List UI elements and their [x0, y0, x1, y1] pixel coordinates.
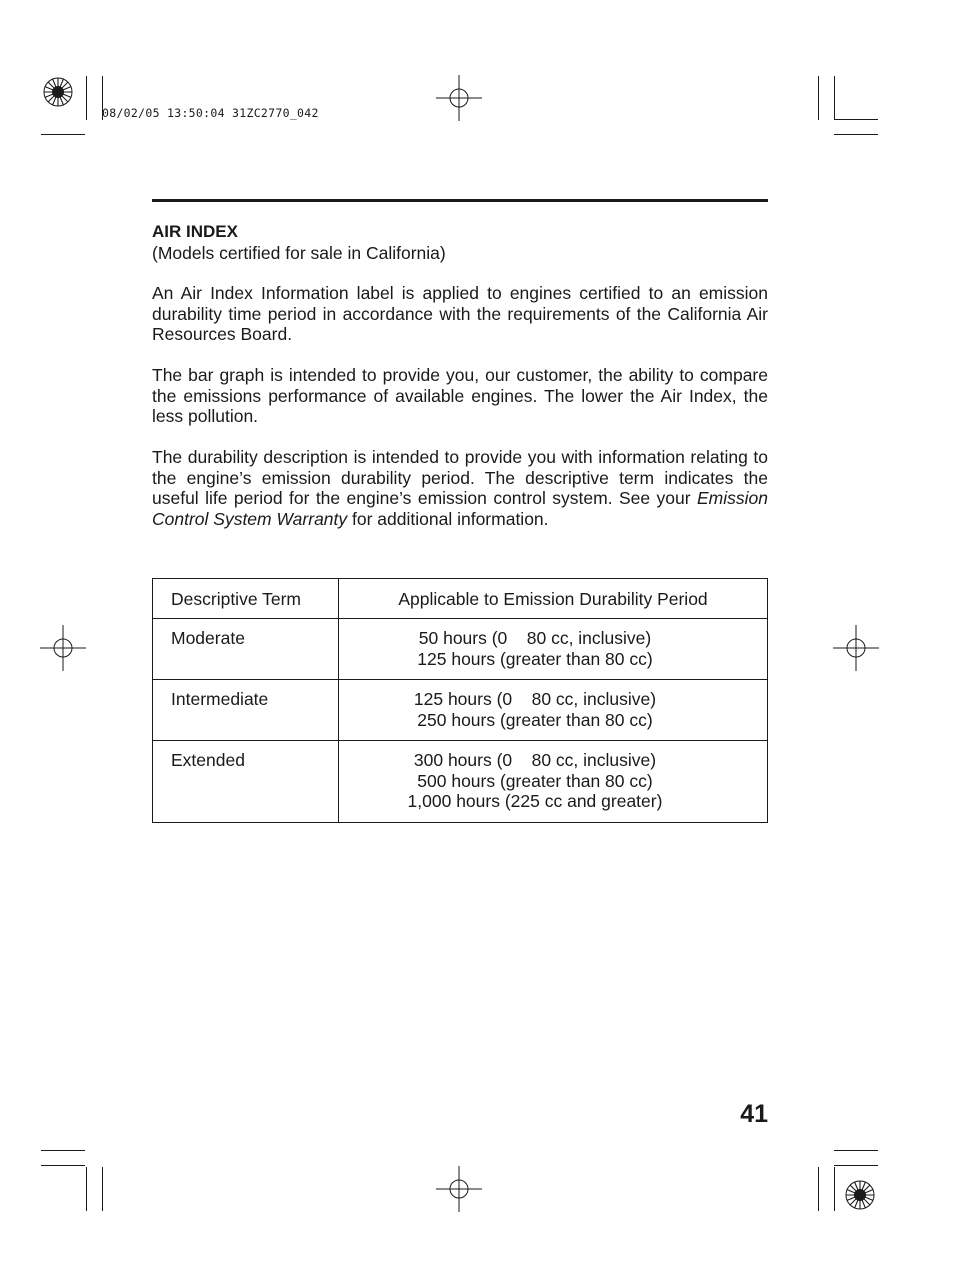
term-cell: Moderate	[153, 619, 339, 680]
registration-crosshair-bottom-icon	[436, 1166, 482, 1212]
header-durability-period: Applicable to Emission Durability Period	[339, 579, 768, 619]
registration-starburst-bottom-right-icon	[845, 1180, 875, 1210]
period-line: 125 hours (0 80 cc, inclusive)	[413, 689, 657, 709]
crop-mark	[86, 76, 87, 120]
paragraph-durability-text: The durability description is intended to provide you with information relating to the engine’s emission durability period. The descriptive term indicates the useful life period for the engine’s emission control system. See your	[152, 447, 768, 508]
period-line: 50 hours (0 80 cc, inclusive)	[418, 628, 652, 648]
crop-mark	[41, 1165, 85, 1166]
section-top-rule	[152, 199, 768, 202]
term-cell: Intermediate	[153, 680, 339, 741]
crop-mark	[834, 119, 878, 120]
crop-mark	[86, 1167, 87, 1211]
header-descriptive-term: Descriptive Term	[153, 579, 339, 619]
period-line: 1,000 hours (225 cc and greater)	[407, 791, 663, 811]
section-title: AIR INDEX	[152, 222, 238, 241]
period-cell	[339, 741, 768, 823]
crop-mark	[834, 1167, 835, 1211]
paragraph-bar-graph: The bar graph is intended to provide you, our customer, the ability to compare the emissions performance of available engines. The lower the Air Index, the less pollution.	[152, 365, 768, 426]
table-header-row	[153, 579, 768, 619]
print-timestamp: 08/02/05 13:50:04 31ZC2770_042	[102, 106, 319, 120]
crop-mark	[818, 1167, 819, 1211]
term-cell: Extended	[153, 741, 339, 823]
crop-mark	[41, 1150, 85, 1151]
period-line: 125 hours (greater than 80 cc)	[417, 648, 653, 669]
durability-table	[152, 578, 768, 823]
period-line: 250 hours (greater than 80 cc)	[417, 709, 653, 730]
air-index-section	[152, 222, 768, 529]
crop-mark	[102, 1167, 103, 1211]
crop-mark	[834, 1165, 878, 1166]
period-cell	[339, 619, 768, 680]
crop-mark	[818, 76, 819, 120]
paragraph-label-info: An Air Index Information label is applied to engines certified to an emission durability time period in accordance with the requirements of the California Air Resources Board.	[152, 283, 768, 344]
table-row-extended	[153, 741, 768, 823]
period-line: 500 hours (greater than 80 cc)	[417, 770, 653, 791]
period-cell	[339, 680, 768, 741]
crop-mark	[41, 134, 85, 135]
paragraph-durability-text-end: for additional information.	[347, 508, 549, 529]
crop-mark	[834, 1150, 878, 1151]
registration-crosshair-left-icon	[40, 625, 86, 671]
crop-mark	[834, 76, 835, 120]
section-subtitle: (Models certified for sale in California)	[152, 242, 446, 263]
paragraph-durability	[152, 447, 768, 529]
crop-mark	[834, 134, 878, 135]
table-row-intermediate	[153, 680, 768, 741]
warranty-reference: Emission Control System Warranty	[152, 488, 768, 529]
registration-crosshair-top-icon	[436, 75, 482, 121]
table-row-moderate	[153, 619, 768, 680]
period-line: 300 hours (0 80 cc, inclusive)	[413, 750, 657, 770]
registration-starburst-top-left-icon	[43, 77, 73, 107]
page-number: 41	[740, 1100, 768, 1128]
registration-crosshair-right-icon	[833, 625, 879, 671]
